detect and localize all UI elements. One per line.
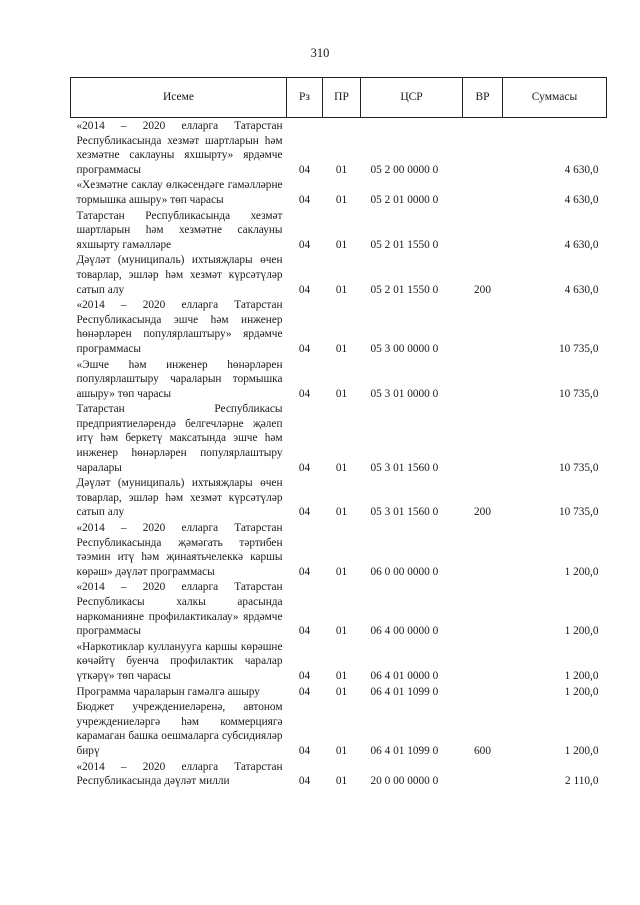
row-vr: 200	[474, 506, 491, 519]
row-vr	[463, 579, 503, 638]
row-pr: 01	[335, 565, 348, 578]
table-row	[71, 252, 607, 297]
row-name: «2014 – 2020 елларга Татарстан Республикасында эшче һәм инженер һөнәрләрен популярлаштыру» ярдәмче программасы	[76, 299, 283, 355]
table-header-row	[71, 78, 607, 118]
table-row	[71, 401, 607, 475]
row-rz: 04	[298, 506, 311, 519]
row-rz: 04	[298, 625, 311, 638]
table-row	[71, 639, 607, 684]
table-row	[71, 579, 607, 638]
row-name: Дәүләт (муниципаль) ихтыяҗлары өчен товарлар, эшләр һәм хезмәт күрсәтүләр сатып алу	[76, 254, 283, 296]
row-csr: 05 3 01 0000 0	[370, 387, 439, 400]
page-number: 310	[310, 46, 330, 60]
row-csr: 05 3 00 0000 0	[370, 342, 439, 355]
row-rz: 04	[298, 744, 311, 757]
row-vr	[463, 684, 503, 700]
table-row	[71, 520, 607, 579]
row-rz: 04	[298, 238, 311, 251]
row-pr: 01	[335, 625, 348, 638]
row-csr: 05 3 01 1560 0	[370, 461, 439, 474]
row-vr: 200	[474, 283, 491, 296]
row-sum: 10 735,0	[558, 342, 599, 355]
row-csr: 06 4 00 0000 0	[370, 625, 439, 638]
row-sum: 1 200,0	[564, 685, 599, 698]
row-csr: 06 4 01 1099 0	[370, 744, 439, 757]
row-pr: 01	[335, 193, 348, 206]
row-csr: 05 2 00 0000 0	[370, 163, 439, 176]
row-pr: 01	[335, 744, 348, 757]
row-name: «2014 – 2020 елларга Татарстан Республикасында хезмәт шартларын һәм хезмәтне саклауны яхшырту» ярдәмче программасы	[76, 120, 283, 176]
header-rz: Рз	[287, 78, 323, 118]
row-name: Татарстан Республикасында хезмәт шартларын һәм хезмәтне саклауны яхшырту гамәлләре	[76, 209, 283, 251]
header-name: Исеме	[71, 78, 287, 118]
row-name: «Хезмәтне саклау өлкәсендәге гамәлләрне тормышка ашыру» төп чарасы	[76, 179, 283, 206]
row-csr: 05 2 01 0000 0	[370, 193, 439, 206]
row-pr: 01	[335, 461, 348, 474]
row-name: Дәүләт (муниципаль) ихтыяҗлары өчен товарлар, эшләр һәм хезмәт күрсәтүләр сатып алу	[76, 477, 283, 519]
row-csr: 06 4 01 0000 0	[370, 669, 439, 682]
row-vr	[463, 401, 503, 475]
row-sum: 1 200,0	[564, 625, 599, 638]
row-name: Программа чараларын гамәлгә ашыру	[76, 685, 260, 698]
row-pr: 01	[335, 163, 348, 176]
row-sum: 10 735,0	[558, 461, 599, 474]
header-pr: ПР	[323, 78, 361, 118]
row-rz: 04	[298, 565, 311, 578]
row-name: «2014 – 2020 елларга Татарстан Республикасы халкы арасында наркоманияне профилактикалау» ярдәмче программасы	[76, 581, 283, 638]
table-row	[71, 475, 607, 520]
row-vr	[463, 177, 503, 207]
row-name: «Наркотиклар кулланууга каршы көрәшне көчәйтү буенча профилактик чаралар үткәрү» төп чарасы	[76, 640, 283, 682]
row-pr: 01	[335, 238, 348, 251]
row-vr	[463, 297, 503, 356]
row-csr: 05 2 01 1550 0	[370, 238, 439, 251]
table-body	[71, 118, 607, 789]
row-csr: 20 0 00 0000 0	[370, 775, 439, 788]
row-rz: 04	[298, 775, 311, 788]
row-pr: 01	[335, 669, 348, 682]
row-csr: 06 4 01 1099 0	[370, 685, 439, 698]
row-name: «2014 – 2020 елларга Татарстан Республикасында дәүләт милли	[76, 760, 283, 788]
row-csr: 06 0 00 0000 0	[370, 565, 439, 578]
row-sum: 4 630,0	[564, 193, 599, 206]
row-sum: 2 110,0	[565, 775, 599, 788]
row-name: Бюджет учреждениеләренә, автоном учреждениеләргә һәм коммерциягә карамаган башка оешмаларга субсидияләр бирү	[76, 701, 283, 757]
row-rz: 04	[298, 461, 311, 474]
table-row	[71, 699, 607, 758]
row-rz: 04	[298, 685, 311, 698]
row-sum: 4 630,0	[564, 238, 599, 251]
budget-table	[70, 77, 607, 789]
row-sum: 1 200,0	[564, 565, 599, 578]
row-rz: 04	[298, 669, 311, 682]
row-csr: 05 2 01 1550 0	[370, 283, 439, 296]
row-vr	[463, 208, 503, 253]
table-row	[71, 118, 607, 178]
row-pr: 01	[335, 283, 348, 296]
row-sum: 4 630,0	[564, 283, 599, 296]
row-sum: 1 200,0	[564, 669, 599, 682]
row-rz: 04	[298, 283, 311, 296]
table-row	[71, 357, 607, 402]
header-csr: ЦСР	[361, 78, 463, 118]
table-row	[71, 208, 607, 253]
row-sum: 10 735,0	[558, 506, 599, 519]
table-row	[71, 177, 607, 207]
header-vr: ВР	[463, 78, 503, 118]
row-vr	[463, 520, 503, 579]
row-sum: 1 200,0	[564, 744, 599, 757]
row-pr: 01	[335, 506, 348, 519]
row-sum: 10 735,0	[558, 387, 599, 400]
row-pr: 01	[335, 775, 348, 788]
row-vr	[463, 357, 503, 402]
header-sum: Суммасы	[503, 78, 607, 118]
table-row	[71, 759, 607, 789]
row-name: «Эшче һәм инженер һөнәрләрен популярлаштыру чараларын тормышка ашыру» төп чарасы	[76, 358, 283, 400]
row-rz: 04	[298, 163, 311, 176]
row-pr: 01	[335, 685, 348, 698]
row-rz: 04	[298, 387, 311, 400]
row-vr	[463, 118, 503, 178]
table-row	[71, 684, 607, 700]
row-name: Татарстан Республикасы предприятиеләрендә белгечләрне җәлеп итү һәм беркетү максатында эшче һәм инженер һөнәрләрен популярлаштыру чаралары	[76, 403, 283, 474]
row-vr: 600	[474, 744, 491, 757]
row-pr: 01	[335, 387, 348, 400]
row-pr: 01	[335, 342, 348, 355]
row-csr: 05 3 01 1560 0	[370, 506, 439, 519]
row-vr	[463, 639, 503, 684]
row-rz: 04	[298, 342, 311, 355]
row-vr	[463, 759, 503, 789]
row-name: «2014 – 2020 елларга Татарстан Республикасында җәмәгать тәртибен тәэмин итү һәм җинаятьчелеккә каршы көрәш» дәүләт программасы	[76, 522, 283, 578]
table-row	[71, 297, 607, 356]
row-rz: 04	[298, 193, 311, 206]
row-sum: 4 630,0	[564, 163, 599, 176]
